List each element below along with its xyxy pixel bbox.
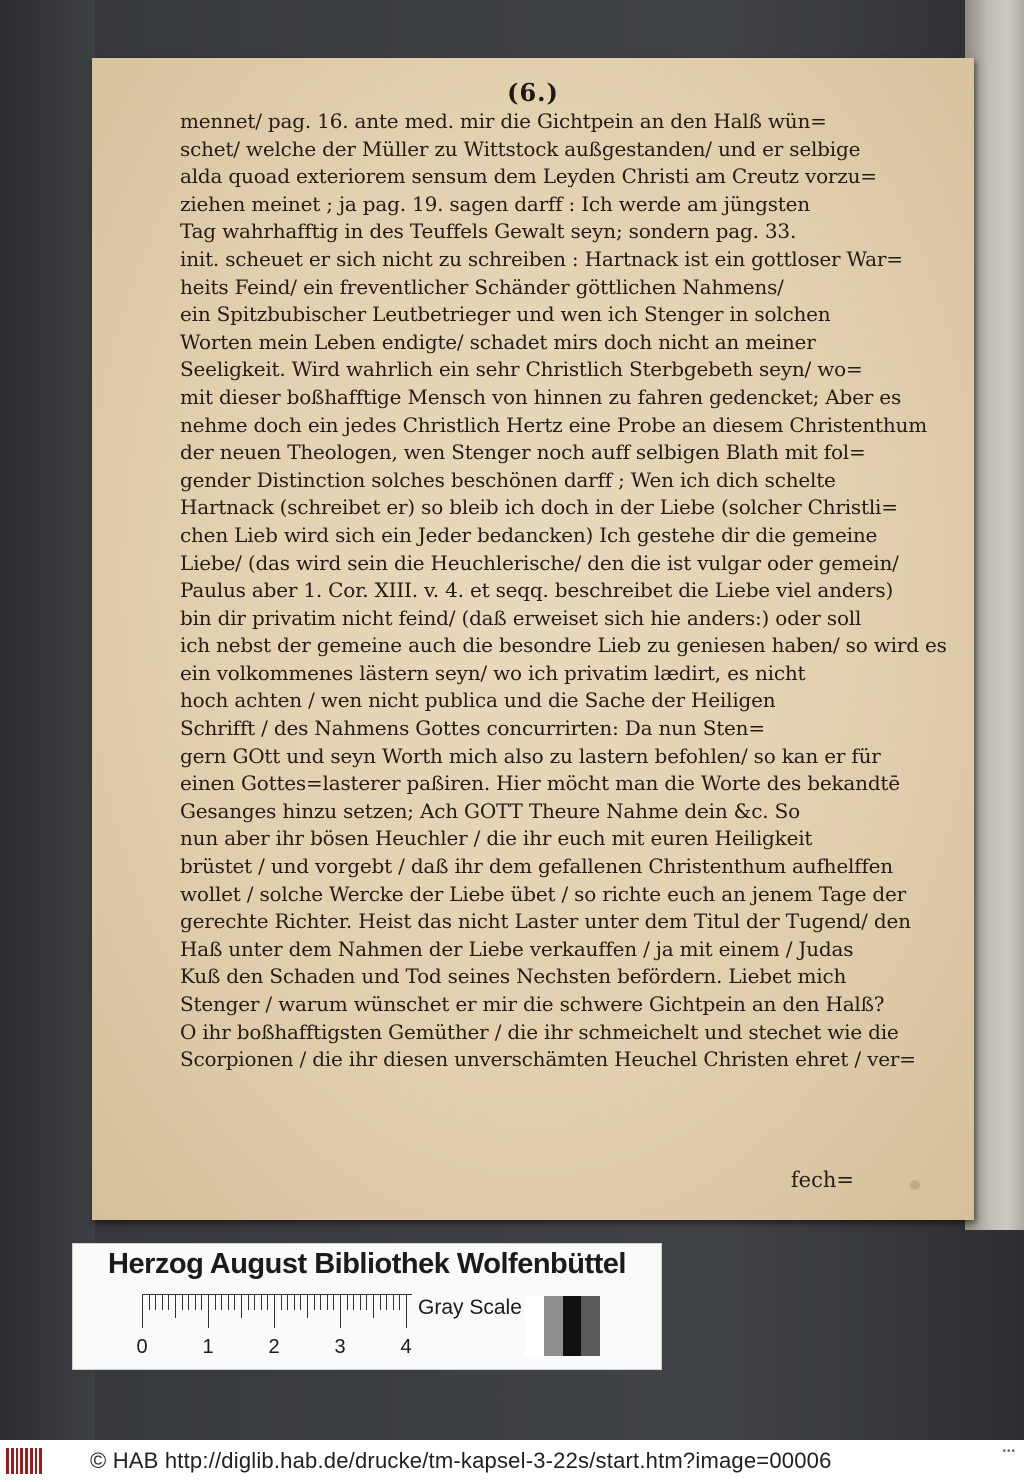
- ruler-tick: [399, 1294, 400, 1310]
- text-line: einen Gottes=lasterer paßiren. Hier möcht man die Worte des bekandtē: [180, 771, 900, 796]
- ruler-tick: [320, 1294, 321, 1310]
- text-line: O ihr boßhafftigsten Gemüther / die ihr schmeichelt und stechet wie die: [180, 1019, 899, 1044]
- text-line: Kuß den Schaden und Tod seines Nechsten befördern. Liebet mich: [180, 964, 847, 989]
- ruler-tick: [241, 1294, 242, 1318]
- gray-swatch: [525, 1296, 544, 1356]
- book-board: [0, 0, 95, 1440]
- text-line: gern GOtt und seyn Worth mich also zu lastern befohlen/ so kan er für: [180, 743, 881, 768]
- text-line: gender Distinction solches beschönen darff ; Wen ich dich schelte: [180, 467, 836, 492]
- ruler-tick: [248, 1294, 249, 1310]
- ruler-tick: [307, 1294, 308, 1318]
- ruler-number: 3: [334, 1336, 346, 1358]
- ruler-tick: [234, 1294, 235, 1310]
- ruler-tick: [347, 1294, 348, 1310]
- ruler-tick: [215, 1294, 216, 1310]
- text-line: der neuen Theologen, wen Stenger noch auff selbigen Blath mit fol=: [180, 440, 866, 465]
- ruler-tick: [353, 1294, 354, 1310]
- color-reference-card: [72, 1243, 662, 1370]
- footer-bar: [0, 1440, 1024, 1482]
- ruler-tick: [162, 1294, 163, 1310]
- gray-scale-swatches: [525, 1296, 600, 1356]
- text-line: chen Lieb wird sich ein Jeder bedancken) Ich gestehe dir die gemeine: [180, 522, 878, 547]
- text-line: Gesanges hinzu setzen; Ach GOTT Theure Nahme dein &c. So: [180, 798, 800, 823]
- text-line: nehme doch ein jedes Christlich Hertz eine Probe an diesem Christenthum: [180, 412, 927, 437]
- text-line: wollet / solche Wercke der Liebe übet / so richte euch an jenem Tage der: [180, 881, 907, 906]
- ruler-tick: [149, 1294, 150, 1310]
- ruler-tick: [168, 1294, 169, 1310]
- ruler-tick: [281, 1294, 282, 1310]
- hab-logo-icon: [6, 1448, 42, 1474]
- ruler-tick: [314, 1294, 315, 1310]
- ruler-tick: [373, 1294, 374, 1318]
- ruler-number: 4: [400, 1336, 412, 1358]
- catchword: fech=: [790, 1168, 854, 1192]
- ruler-tick: [142, 1294, 143, 1328]
- copyright-url-text: © HAB http://diglib.hab.de/drucke/tm-kapsel-3-22s/start.htm?image=00006: [90, 1448, 832, 1473]
- ruler-tick: [182, 1294, 183, 1310]
- ruler-tick: [340, 1294, 341, 1328]
- text-line: schet/ welche der Müller zu Wittstock außgestanden/ und er selbige: [180, 136, 861, 161]
- text-line: mennet/ pag. 16. ante med. mir die Gichtpein an den Halß wün=: [180, 109, 827, 133]
- text-line: gerechte Richter. Heist das nicht Laster unter dem Titul der Tugend/ den: [180, 909, 911, 934]
- text-line: Schrifft / des Nahmens Gottes concurrirten: Da nun Sten=: [180, 716, 765, 741]
- ruler-number: 2: [268, 1336, 280, 1358]
- text-line: bin dir privatim nicht feind/ (daß erweiset sich hie anders:) oder soll: [180, 605, 862, 630]
- ruler-tick: [333, 1294, 334, 1310]
- ruler-tick: [360, 1294, 361, 1310]
- document-page: [92, 58, 974, 1220]
- ruler-tick: [366, 1294, 367, 1310]
- ruler-tick: [380, 1294, 381, 1310]
- text-line: Tag wahrhafftig in des Teuffels Gewalt seyn; sondern pag. 33.: [180, 219, 797, 244]
- text-line: Liebe/ (das wird sein die Heuchlerische/ den die ist vulgar oder gemein/: [180, 550, 899, 575]
- text-line: ziehen meinet ; ja pag. 19. sagen darff : Ich werde am jüngsten: [180, 191, 810, 216]
- text-line: brüstet / und vorgebt / daß ihr dem gefallenen Christenthum aufhelffen: [180, 854, 893, 879]
- gray-swatch: [563, 1296, 582, 1356]
- ruler-tick: [261, 1294, 262, 1310]
- text-line: Paulus aber 1. Cor. XIII. v. 4. et seqq. beschreibet die Liebe viel anders): [180, 578, 894, 603]
- ruler-tick: [208, 1294, 209, 1328]
- text-line: init. scheuet er sich nicht zu schreiben : Hartnack ist ein gottloser War=: [180, 246, 903, 271]
- text-line: ein Spitzbubischer Leutbetrieger und wen ich Stenger in solchen: [180, 302, 831, 327]
- ruler-tick: [267, 1294, 268, 1310]
- text-line: Stenger / warum wünschet er mir die schwere Gichtpein an den Halß?: [180, 992, 885, 1016]
- ruler-tick: [406, 1294, 407, 1328]
- card-title: Herzog August Bibliothek Wolfenbüttel: [108, 1248, 626, 1280]
- text-line: ich nebst der gemeine auch die besondre Lieb zu geniesen haben/ so wird es: [180, 633, 947, 658]
- page-number-header: (6.): [507, 78, 559, 107]
- text-line: Haß unter dem Nahmen der Liebe verkauffen / ja mit einem / Judas: [180, 936, 854, 961]
- text-line: alda quoad exteriorem sensum dem Leyden Christi am Creutz vorzu=: [180, 164, 877, 189]
- text-line: Seeligkeit. Wird wahrlich ein sehr Christlich Sterbgebeth seyn/ wo=: [180, 357, 863, 382]
- ruler-tick: [327, 1294, 328, 1310]
- ruler-tick: [386, 1294, 387, 1310]
- paper-stain: [910, 1180, 920, 1190]
- text-line: mit dieser boßhafftige Mensch von hinnen zu fahren gedencket; Aber es: [180, 384, 902, 409]
- ruler-number: 0: [136, 1336, 148, 1358]
- gray-swatch: [581, 1296, 600, 1356]
- ruler-tick: [195, 1294, 196, 1310]
- gray-swatch: [544, 1296, 563, 1356]
- ruler-tick: [294, 1294, 295, 1310]
- ruler-tick: [274, 1294, 275, 1328]
- ruler-tick: [300, 1294, 301, 1310]
- text-line: Worten mein Leben endigte/ schadet mirs doch nicht an meiner: [180, 329, 816, 354]
- ruler-tick: [188, 1294, 189, 1310]
- text-line: hoch achten / wen nicht publica und die Sache der Heiligen: [180, 688, 776, 713]
- text-line: heits Feind/ ein freventlicher Schänder göttlichen Nahmens/: [180, 274, 784, 299]
- ruler-tick: [201, 1294, 202, 1310]
- gray-scale-label: Gray Scale: [418, 1296, 522, 1319]
- ruler-tick: [175, 1294, 176, 1318]
- ruler-tick: [287, 1294, 288, 1310]
- text-line: Scorpionen / die ihr diesen unverschämten Heuchel Christen ehret / ver=: [180, 1047, 916, 1072]
- text-line: nun aber ihr bösen Heuchler / die ihr euch mit euren Heiligkeit: [180, 826, 813, 851]
- ruler-tick: [393, 1294, 394, 1310]
- text-line: ein volkommenes lästern seyn/ wo ich privatim lædirt, es nicht: [180, 660, 806, 685]
- ruler-tick: [254, 1294, 255, 1310]
- ruler-tick: [221, 1294, 222, 1310]
- dots-icon: •••: [1002, 1446, 1016, 1457]
- ruler-number: 1: [202, 1336, 214, 1358]
- text-line: Hartnack (schreibet er) so bleib ich doch in der Liebe (solcher Christli=: [180, 495, 898, 520]
- ruler-tick: [228, 1294, 229, 1310]
- page-text-block: [180, 108, 947, 1074]
- ruler-tick: [155, 1294, 156, 1310]
